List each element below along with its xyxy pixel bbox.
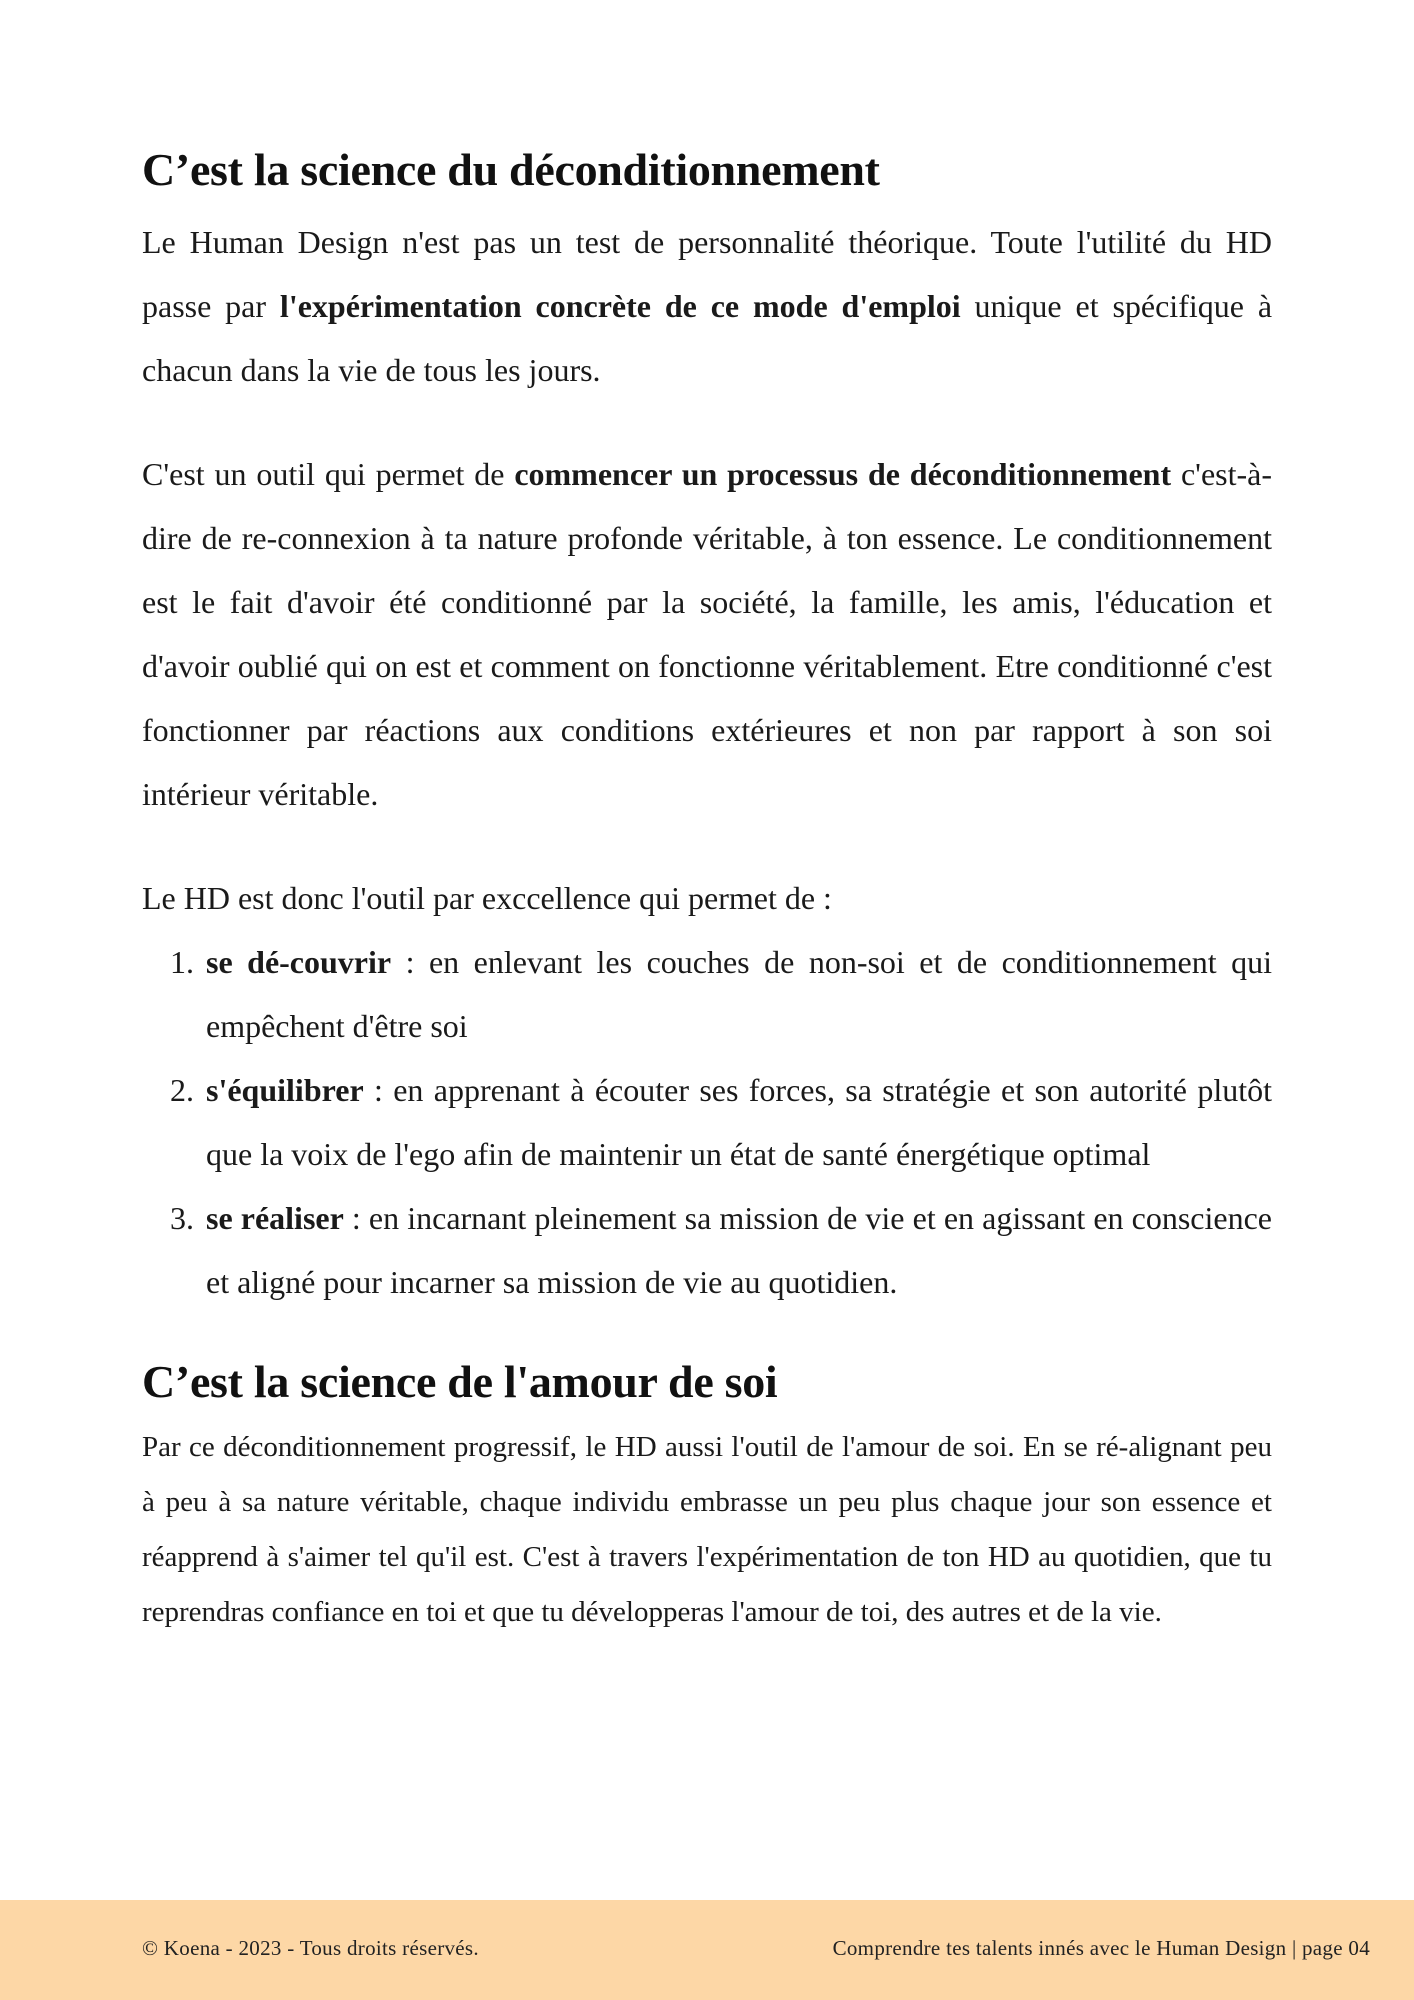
list-number: 2. [170, 1072, 194, 1108]
paragraph-intro [142, 210, 1272, 402]
list-number: 1. [170, 944, 194, 980]
list-number: 3. [170, 1200, 194, 1236]
paragraph-amour: Par ce déconditionnement progressif, le HD aussi l'outil de l'amour de soi. En se ré-alignant peu à peu à sa nature véritable, chaque individu embrasse un peu plus chaque jour son essence et réapprend à s'aimer tel qu'il est. C'est à travers l'expérimentation de ton HD au quotidien, que tu reprendras confiance en toi et que tu développeras l'amour de toi, des autres et de la vie. [142, 1431, 1272, 1628]
list-term: se réaliser [206, 1200, 344, 1236]
list-text: : en enlevant les couches de non-soi et de conditionnement qui empêchent d'être soi [206, 944, 1273, 1044]
footer-title-page-number: Comprendre tes talents innés avec le Human Design | page 04 [832, 1936, 1370, 1960]
paragraph-outil [142, 442, 1272, 826]
paragraph-text: unique et spécifique à chacun dans la vie de tous les jours. [142, 288, 1273, 388]
list-text: : en incarnant pleinement sa mission de vie et en agissant en conscience et aligné pour incarner sa mission de vie au quotidien. [206, 1200, 1273, 1300]
list-item [142, 1058, 1272, 1186]
section-heading-deconditionnement: C’est la science du déconditionnement [142, 144, 880, 195]
list-term: s'équilibrer [206, 1072, 364, 1108]
footer-copyright: © Koena - 2023 - Tous droits réservés. [142, 1936, 479, 1960]
paragraph-text: C'est un outil qui permet de [142, 456, 515, 492]
paragraph-emphasis: commencer un processus de déconditionnement [514, 456, 1172, 492]
page-content [142, 140, 1272, 1640]
page-footer [0, 1900, 1414, 2000]
paragraph-text: c'est-à-dire de re-connexion à ta nature profonde véritable, à ton essence. Le conditionnement est le fait d'avoir été conditionné par la société, la famille, les amis, l'éducation et d'avoir oublié qui on est et comment on fonctionne véritablement. Etre conditionné c'est fonctionner par réactions aux conditions extérieures et non par rapport à son soi intérieur véritable. [142, 456, 1273, 812]
list-text: : en apprenant à écouter ses forces, sa stratégie et son autorité plutôt que la voix de l'ego afin de maintenir un état de santé énergétique optimal [206, 1072, 1272, 1172]
list-term: se dé-couvrir [206, 944, 392, 980]
benefits-list [142, 930, 1272, 1314]
list-item [142, 930, 1272, 1058]
paragraph-list-intro: Le HD est donc l'outil par exccellence qui permet de : [142, 880, 832, 916]
section-heading-amour-de-soi: C’est la science de l'amour de soi [142, 1356, 778, 1407]
paragraph-emphasis: l'expérimentation concrète de ce mode d'emploi [279, 288, 961, 324]
paragraph-text: Le Human Design n'est pas un test de personnalité théorique. Toute l'utilité du HD passe par [142, 224, 1272, 324]
list-item [142, 1186, 1272, 1314]
